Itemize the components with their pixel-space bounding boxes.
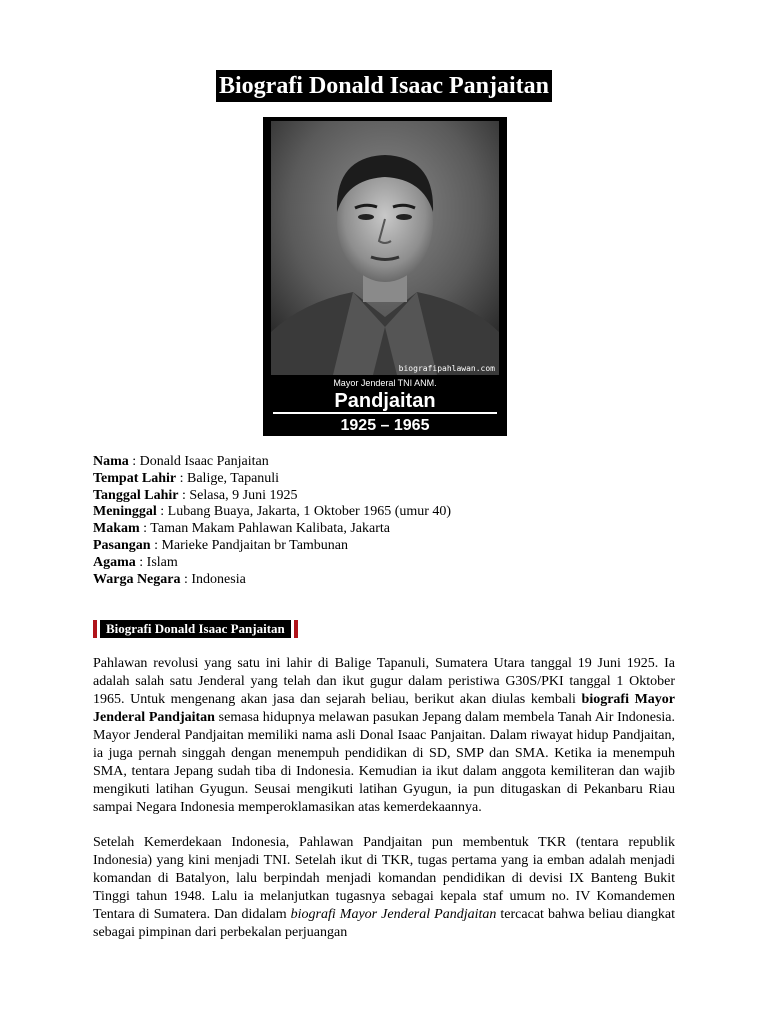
info-label: Tempat Lahir [93,470,177,486]
paragraph-1-bold: biografi Mayor Jenderal Pandjaitan [93,692,675,725]
info-label: Meninggal [93,504,157,520]
paragraph-1 [93,655,675,817]
info-row-pasangan [93,538,693,555]
info-value: : Selasa, 9 Juni 1925 [178,487,298,503]
info-row-nama [93,454,693,471]
paragraph-2 [93,834,675,942]
info-value: : Balige, Tapanuli [176,470,280,486]
info-value: : Taman Makam Pahlawan Kalibata, Jakarta [139,521,390,537]
paragraph-1-text-b: semasa hidupnya melawan pasukan Jepang dalam membela Tanah Air Indonesia. Mayor Jenderal Pandjaitan memiliki nama asli Donal Isaac Panjaitan. Dalam riwayat hidup Pandjaitan, ia juga pernah singgah dengan menempuh pendidikan di SD, SMP dan SMA. Ketika ia menempuh SMA, tentara Jepang sudah tiba di Indonesia. Kemudian ia ikut dalam anggota kemiliteran dan wajib mengikuti latihan Gyugun. Seusai mengikuti latihan Gyugun, ia pun ditugaskan di Pekanbaru Riau sampai Negara Indonesia memperoklamasikan atas kemerdekaannya. [93,710,675,815]
info-row-tanggal-lahir [93,488,693,505]
info-value: : Islam [135,554,178,570]
info-label: Warga Negara [93,571,181,587]
heading-right-bar [294,620,298,638]
info-label: Agama [93,554,136,570]
info-label: Makam [93,521,140,537]
paragraph-2-text-a: Setelah Kemerdekaan Indonesia, Pahlawan Pandjaitan pun membentuk TKR (tentara republik Indonesia) yang kini menjadi TNI. Setelah ikut di TKR, tugas pertama yang ia emban adalah menjadi komandan di Batalyon, lalu berpindah menjadi komandan pendidikan di devisi IX Banteng Bukit Tinggi tahun 1948. Lalu ia melanjutkan tugasnya sebagai kepala staf umum no. IV Komandemen Tentara di Sumatera. Dan didalam [93,835,675,922]
photo-watermark: biografipahlawan.com [398,364,495,373]
info-row-warga-negara [93,572,693,589]
paragraph-2-text-b: tercacat bahwa beliau diangkat sebagai pimpinan dari perbekalan perjuangan [93,907,675,940]
photo-rank: Mayor Jenderal TNI ANM. [333,378,437,388]
bio-info-list [93,454,693,588]
info-row-makam [93,521,693,538]
portrait-photo [263,117,507,436]
info-value: : Donald Isaac Panjaitan [128,454,269,469]
info-row-tempat-lahir [93,471,693,488]
portrait-illustration [263,117,507,436]
paragraph-1-text-a: Pahlawan revolusi yang satu ini lahir di Balige Tapanuli, Sumatera Utara tanggal 19 Juni 1925. Ia adalah salah satu Jenderal yang telah dan ikut gugur dalam peristiwa G30S/PKI tanggal 1 Oktober 1965. Untuk mengenang akan jasa dan sejarah beliau, berikut akan diulas kembali [93,656,675,707]
info-label: Nama [93,454,129,469]
page-title: Biografi Donald Isaac Panjaitan [216,70,552,102]
info-value: : Marieke Pandjaitan br Tambunan [150,537,349,553]
title-container [0,70,768,102]
info-row-meninggal [93,504,693,521]
info-row-agama [93,555,693,572]
section-heading-text: Biografi Donald Isaac Panjaitan [100,620,291,638]
info-value: : Indonesia [180,571,246,587]
info-label: Tanggal Lahir [93,487,179,503]
photo-years: 1925 – 1965 [340,417,430,434]
heading-left-bar [93,620,97,638]
photo-name: Pandjaitan [334,390,436,412]
info-value: : Lubang Buaya, Jakarta, 1 Oktober 1965 (umur 40) [156,504,452,520]
paragraph-2-italic: biografi Mayor Jenderal Pandjaitan [290,907,497,922]
section-heading [93,620,298,638]
info-label: Pasangan [93,537,151,553]
